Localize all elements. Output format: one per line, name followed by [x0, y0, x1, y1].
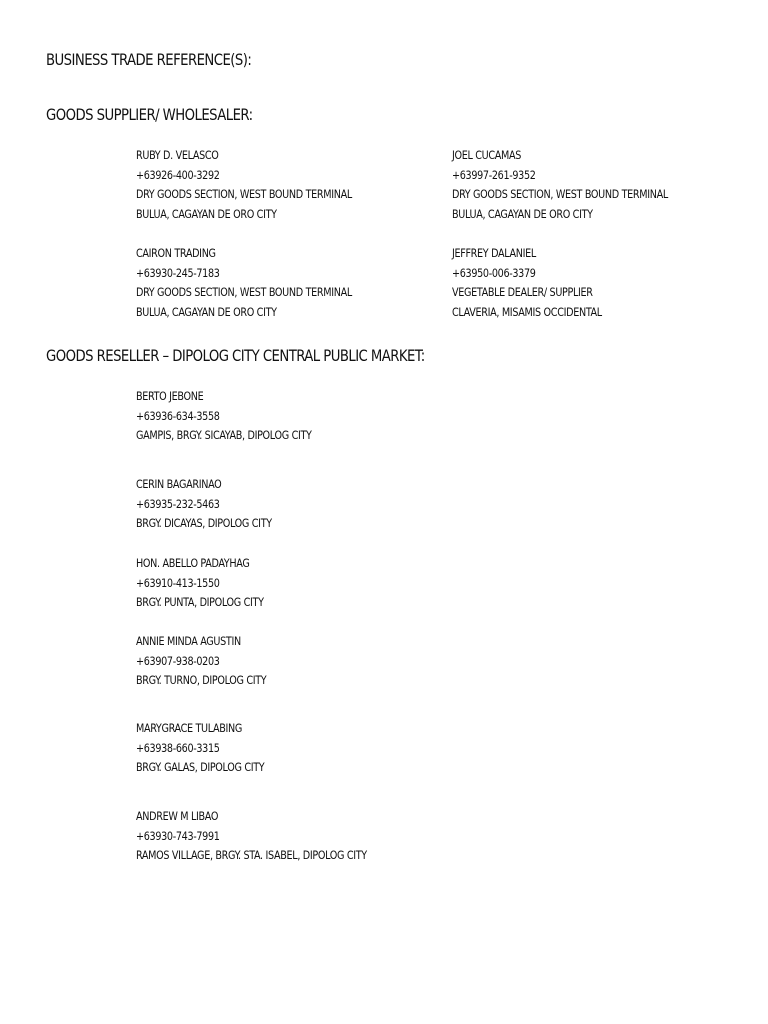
- supplier-entry: [136, 244, 352, 323]
- supplier-address-line-2: BULUA, CAGAYAN DE ORO CITY: [136, 207, 277, 222]
- reseller-phone: +63936-634-3558: [136, 408, 220, 423]
- reseller-phone: +63938-660-3315: [136, 740, 220, 755]
- supplier-entry: [136, 146, 352, 225]
- reseller-entry: [136, 387, 312, 446]
- supplier-address-line-1: VEGETABLE DEALER/ SUPPLIER: [452, 285, 593, 300]
- reseller-entry: [136, 632, 266, 691]
- supplier-address-line-1: DRY GOODS SECTION, WEST BOUND TERMINAL: [136, 285, 352, 300]
- suppliers-heading: GOODS SUPPLIER/ WHOLESALER:: [46, 105, 253, 124]
- reseller-name: HON. ABELLO PADAYHAG: [136, 556, 250, 570]
- supplier-entry: [452, 244, 602, 323]
- supplier-address-line-2: BULUA, CAGAYAN DE ORO CITY: [452, 207, 593, 222]
- reseller-entry: [136, 719, 264, 778]
- reseller-phone: +63935-232-5463: [136, 496, 220, 511]
- reseller-entry: [136, 475, 272, 534]
- reseller-address: BRGY. TURNO, DIPOLOG CITY: [136, 673, 267, 688]
- reseller-name: BERTO JEBONE: [136, 389, 204, 403]
- supplier-address-line-2: CLAVERIA, MISAMIS OCCIDENTAL: [452, 305, 602, 320]
- reseller-address: BRGY. GALAS, DIPOLOG CITY: [136, 760, 265, 775]
- page-title: BUSINESS TRADE REFERENCE(S):: [46, 50, 252, 69]
- reseller-name: ANNIE MINDA AGUSTIN: [136, 634, 241, 648]
- reseller-address: BRGY. DICAYAS, DIPOLOG CITY: [136, 516, 272, 531]
- supplier-phone: +63997-261-9352: [452, 167, 536, 182]
- reseller-phone: +63907-938-0203: [136, 653, 220, 668]
- reseller-name: CERIN BAGARINAO: [136, 477, 222, 491]
- reseller-name: MARYGRACE TULABING: [136, 721, 243, 735]
- supplier-name: JEFFREY DALANIEL: [452, 246, 536, 260]
- reseller-phone: +63930-743-7991: [136, 828, 220, 843]
- supplier-name: CAIRON TRADING: [136, 246, 216, 260]
- resellers-heading: GOODS RESELLER – DIPOLOG CITY CENTRAL PUBLIC MARKET:: [46, 346, 425, 365]
- supplier-phone: +63950-006-3379: [452, 265, 536, 280]
- reseller-address: GAMPIS, BRGY. SICAYAB, DIPOLOG CITY: [136, 428, 312, 443]
- reseller-address: BRGY. PUNTA, DIPOLOG CITY: [136, 595, 264, 610]
- reseller-name: ANDREW M LIBAO: [136, 809, 219, 823]
- reseller-entry: [136, 554, 264, 613]
- supplier-phone: +63926-400-3292: [136, 167, 220, 182]
- supplier-name: JOEL CUCAMAS: [452, 148, 522, 162]
- supplier-name: RUBY D. VELASCO: [136, 148, 219, 162]
- supplier-address-line-1: DRY GOODS SECTION, WEST BOUND TERMINAL: [136, 187, 352, 202]
- reseller-address: RAMOS VILLAGE, BRGY. STA. ISABEL, DIPOLOG CITY: [136, 848, 367, 863]
- supplier-address-line-1: DRY GOODS SECTION, WEST BOUND TERMINAL: [452, 187, 668, 202]
- reseller-phone: +63910-413-1550: [136, 575, 220, 590]
- reseller-entry: [136, 807, 367, 866]
- supplier-phone: +63930-245-7183: [136, 265, 220, 280]
- supplier-entry: [452, 146, 668, 225]
- supplier-address-line-2: BULUA, CAGAYAN DE ORO CITY: [136, 305, 277, 320]
